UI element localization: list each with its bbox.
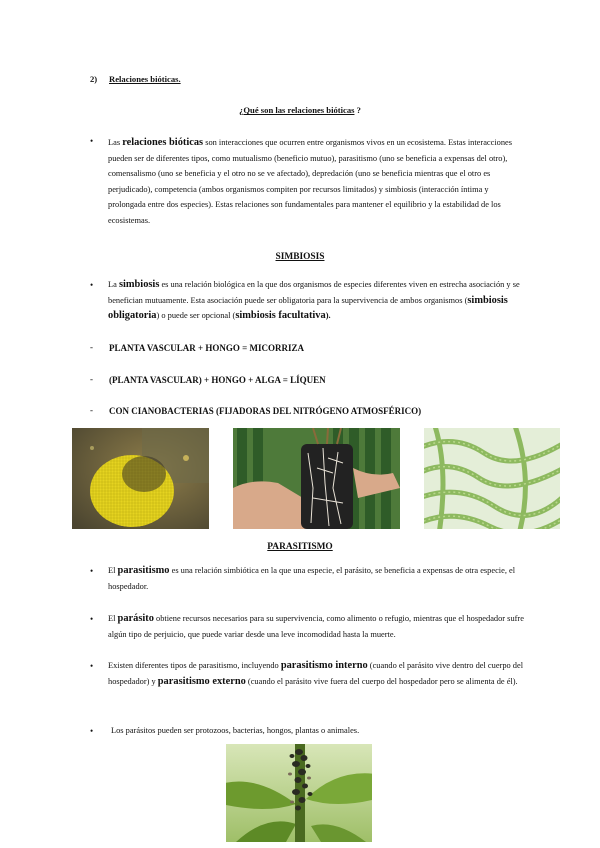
section-number: 2) (90, 74, 98, 84)
bullet-icon: • (90, 280, 94, 290)
symbiosis-line-mycorrhiza: PLANTA VASCULAR + HONGO = MICORRIZA (109, 343, 305, 353)
parasitism-paragraph-4: Los parásitos pueden ser protozoos, bacterias, hongos, plantas o animales. (111, 726, 360, 735)
dash-marker: - (90, 374, 93, 384)
symbiosis-heading: SIMBIOSIS (275, 252, 325, 262)
symbiosis-line-cyanobacteria: CON CIANOBACTERIAS (FIJADORAS DEL NITRÓGENO ATMOSFÉRICO) (109, 406, 422, 416)
bullet-icon: • (90, 566, 94, 576)
bullet-icon: • (90, 614, 94, 624)
section-title: Relaciones bióticas. (109, 74, 181, 84)
parasitism-paragraph-1: El parasitismo es una relación simbiótica en la que una especie, el parásito, se beneficia a expensas de otra especie, el hospedador. (108, 565, 516, 591)
bullet-icon: • (90, 661, 94, 671)
mycorrhiza-photo (233, 428, 400, 529)
aphids-photo (226, 744, 372, 842)
bullet-icon: • (90, 136, 94, 146)
intro-paragraph: Las relaciones bióticas son interacciones que ocurren entre organismos vivos en un ecosistema. Estas interacciones pueden ser de diferentes tipos, como mutualismo (beneficio mutuo), parasitismo (uno se beneficia a expensas del otro), comensalismo (uno se beneficia y el otro no se ve afectado), depredación (uno se beneficia mientras que el otro es perjudicado), competencia (ambos organismos compiten por recursos limitados) y simbiosis (interacción íntima y prolongada entre dos especies). Estas relaciones son fundamentales para mantener el equilibrio y la estabilidad de los ecosistemas. (108, 137, 513, 225)
parasitism-heading: PARASITISMO (267, 542, 333, 552)
parasitism-paragraph-2: El parásito obtiene recursos necesarios para su supervivencia, como alimento o refugio, mientras que el hospedador sufre algún tipo de perjuicio, que puede variar desde una leve incomodidad hasta la muerte. (108, 613, 524, 639)
dash-marker: - (90, 405, 93, 415)
cyanobacteria-photo (424, 428, 560, 529)
parasitism-paragraph-3: Existen diferentes tipos de parasitismo, incluyendo parasitismo interno (cuando el parásito vive dentro del cuerpo del hospedador) y parasitismo externo (cuando el parásito vive fuera del cuerpo del hospedador pero se alimenta de él). (108, 660, 524, 687)
question-heading: ¿Qué son las relaciones bióticas ? (239, 105, 361, 115)
lichen-photo (72, 428, 209, 529)
bullet-icon: • (90, 726, 94, 736)
dash-marker: - (90, 342, 93, 352)
symbiosis-line-lichen: (PLANTA VASCULAR) + HONGO + ALGA = LÍQUEN (109, 375, 326, 385)
symbiosis-paragraph: La simbiosis es una relación biológica en la que dos organismos de especies diferentes viven en estrecha asociación y se benefician mutuamente. Esta asociación puede ser obligatoria para la supervivencia de ambos organismos (simbiosis obligatoria) o puede ser opcional (simbiosis facultativa). (108, 279, 520, 322)
